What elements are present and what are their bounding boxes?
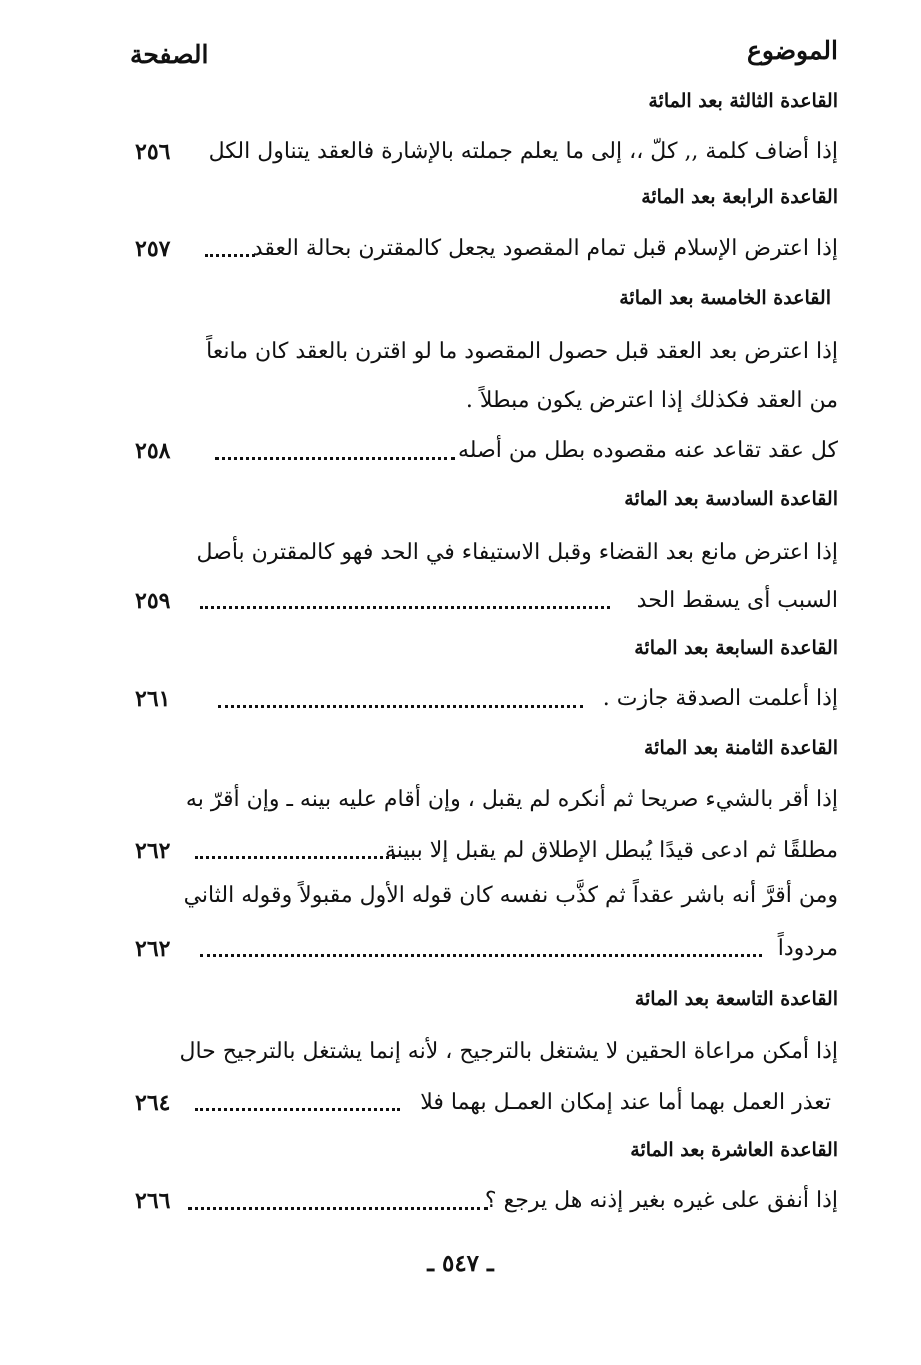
entry-line: إذا أنفق على غيره بغير إذنه هل يرجع ؟ [484,1188,838,1213]
entry-line: السبب أى يسقط الحد [636,588,838,613]
entry-line: كل عقد تقاعد عنه مقصوده بطل من أصله [458,438,838,463]
entry-line: مطلقًا ثم ادعى قيدًا يُبطل الإطلاق لم يقبل إلا ببينة [384,838,838,863]
entry-line: تعذر العمل بهما أما عند إمكان العمـل بهما فلا [420,1090,831,1115]
page-number: ٢٦٦ [135,1188,171,1214]
leader-dots [195,1106,400,1111]
leader-dots [188,1205,488,1210]
rule-title: القاعدة العاشرة بعد المائة [630,1139,838,1161]
footer-page-number: ـ ٥٤٧ ـ [427,1250,494,1277]
entry-line: إذا أعلمت الصدقة جازت . [602,686,838,711]
page-heading: الصفحة [130,40,209,69]
entry-line: من العقد فكذلك إذا اعترض يكون مبطلاً . [465,388,838,413]
topic-heading: الموضوع [747,36,838,65]
leader-dots [200,952,762,957]
entry-line: مردوداً [777,936,838,961]
page-number: ٢٥٩ [135,588,171,614]
rule-title: القاعدة السادسة بعد المائة [624,488,838,510]
page-number: ٢٥٨ [135,438,171,464]
rule-title: القاعدة السابعة بعد المائة [634,637,838,659]
rule-title: القاعدة الرابعة بعد المائة [641,186,838,208]
leader-dots [205,252,255,257]
entry-line: إذا أمكن مراعاة الحقين لا يشتغل بالترجيح ، لأنه إنما يشتغل بالترجيح حال [179,1039,838,1064]
page-number: ٢٦٤ [135,1090,171,1116]
entry-line: ومن أقرَّ أنه باشر عقداً ثم كذَّب نفسه كان قوله الأول مقبولاً وقوله الثاني [183,883,838,908]
leader-dots [215,455,455,460]
leader-dots [195,854,395,859]
rule-title: القاعدة الخامسة بعد المائة [619,287,831,309]
rule-title: القاعدة الثامنة بعد المائة [643,737,838,759]
entry-line: إذا اعترض مانع بعد القضاء وقبل الاستيفاء في الحد فهو كالمقترن بأصل [196,540,838,565]
rule-title: القاعدة الثالثة بعد المائة [648,90,838,112]
entry-line: إذا أقر بالشيء صريحا ثم أنكره لم يقبل ، وإن أقام عليه بينه ـ وإن أقرّ به [185,787,838,812]
page-number: ٢٦٢ [135,838,171,864]
page-number: ٢٥٧ [135,236,171,262]
page-number: ٢٦١ [135,686,171,712]
rule-title: القاعدة التاسعة بعد المائة [634,988,838,1010]
leader-dots [200,604,610,609]
entry-line: إذا أضاف كلمة ,, كلّ ،، إلى ما يعلم جملته بالإشارة فالعقد يتناول الكل [208,139,838,164]
entry-line: إذا اعترض بعد العقد قبل حصول المقصود ما لو اقترن بالعقد كان مانعاً [206,339,838,364]
page-number: ٢٦٢ [135,936,171,962]
leader-dots [218,703,583,708]
page-number: ٢٥٦ [135,139,171,165]
entry-line: إذا اعترض الإسلام قبل تمام المقصود يجعل كالمقترن بحالة العقد [252,236,838,261]
